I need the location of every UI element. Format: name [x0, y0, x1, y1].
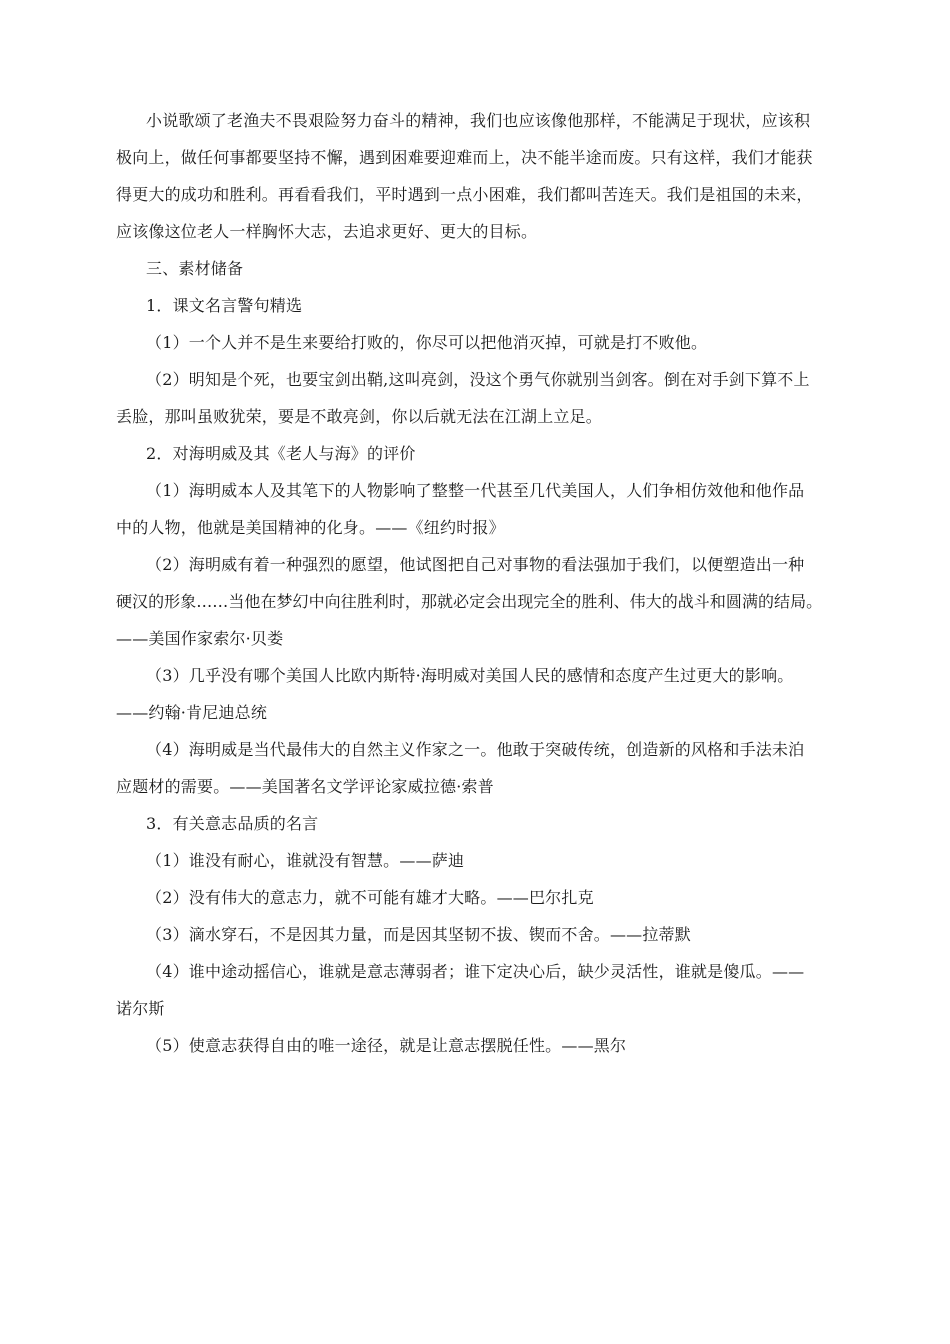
- subsection-heading-3: 3．有关意志品质的名言: [146, 814, 319, 833]
- document-page: [116, 102, 838, 1064]
- will-quote-5: （5）使意志获得自由的唯一途径，就是让意志摆脱任性。——黑尔: [146, 1036, 627, 1055]
- will-quote-3: （3）滴水穿石，不是因其力量，而是因其坚韧不拔、锲而不舍。——拉蒂默: [146, 925, 691, 944]
- subsection-heading-2: 2．对海明威及其《老人与海》的评价: [146, 444, 416, 463]
- section-heading: 三、素材储备: [146, 259, 244, 278]
- quote-1-2-line-2: 丢脸，那叫虽败犹荣，要是不敢亮剑，你以后就无法在江湖上立足。: [116, 407, 603, 426]
- review-2-2-source: ——美国作家索尔·贝娄: [116, 629, 284, 648]
- quote-1-1: （1）一个人并不是生来要给打败的，你尽可以把他消灭掉，可就是打不败他。: [146, 333, 708, 352]
- will-quote-4-line-2: 诺尔斯: [116, 999, 165, 1018]
- review-2-4-line-1: （4）海明威是当代最伟大的自然主义作家之一。他敢于突破传统，创造新的风格和手法未泊: [146, 740, 805, 759]
- review-2-3-line-1: （3）几乎没有哪个美国人比欧内斯特·海明威对美国人民的感情和态度产生过更大的影响。: [146, 666, 794, 685]
- will-quote-2: （2）没有伟大的意志力，就不可能有雄才大略。——巴尔扎克: [146, 888, 594, 907]
- review-2-4-line-2: 应题材的需要。——美国著名文学评论家威拉德·索普: [116, 777, 494, 796]
- review-2-1-line-1: （1）海明威本人及其笔下的人物影响了整整一代甚至几代美国人，人们争相仿效他和他作品: [146, 481, 805, 500]
- review-2-2-line-1: （2）海明威有着一种强烈的愿望，他试图把自己对事物的看法强加于我们，以便塑造出一种: [146, 555, 805, 574]
- quote-1-2-line-1: （2）明知是个死，也要宝剑出鞘,这叫亮剑，没这个勇气你就别当剑客。倒在对手剑下算不上: [146, 370, 810, 389]
- intro-line-2: 极向上，做任何事都要坚持不懈，遇到困难要迎难而上，决不能半途而废。只有这样，我们才能获: [116, 148, 813, 167]
- will-quote-4-line-1: （4）谁中途动摇信心，谁就是意志薄弱者；谁下定决心后，缺少灵活性，谁就是傻瓜。——: [146, 962, 805, 981]
- review-2-1-line-2: 中的人物，他就是美国精神的化身。——《纽约时报》: [116, 518, 505, 537]
- intro-line-1: 小说歌颂了老渔夫不畏艰险努力奋斗的精神，我们也应该像他那样，不能满足于现状，应该积: [146, 111, 811, 130]
- review-2-3-source: ——约翰·肯尼迪总统: [116, 703, 268, 722]
- subsection-heading-1: 1．课文名言警句精选: [146, 296, 303, 315]
- intro-line-4: 应该像这位老人一样胸怀大志，去追求更好、更大的目标。: [116, 222, 538, 241]
- will-quote-1: （1）谁没有耐心，谁就没有智慧。——萨迪: [146, 851, 465, 870]
- intro-line-3: 得更大的成功和胜利。再看看我们，平时遇到一点小困难，我们都叫苦连天。我们是祖国的未来，: [116, 185, 813, 204]
- review-2-2-line-2: 硬汉的形象……当他在梦幻中向往胜利时，那就必定会出现完全的胜利、伟大的战斗和圆满的结局。: [116, 592, 823, 611]
